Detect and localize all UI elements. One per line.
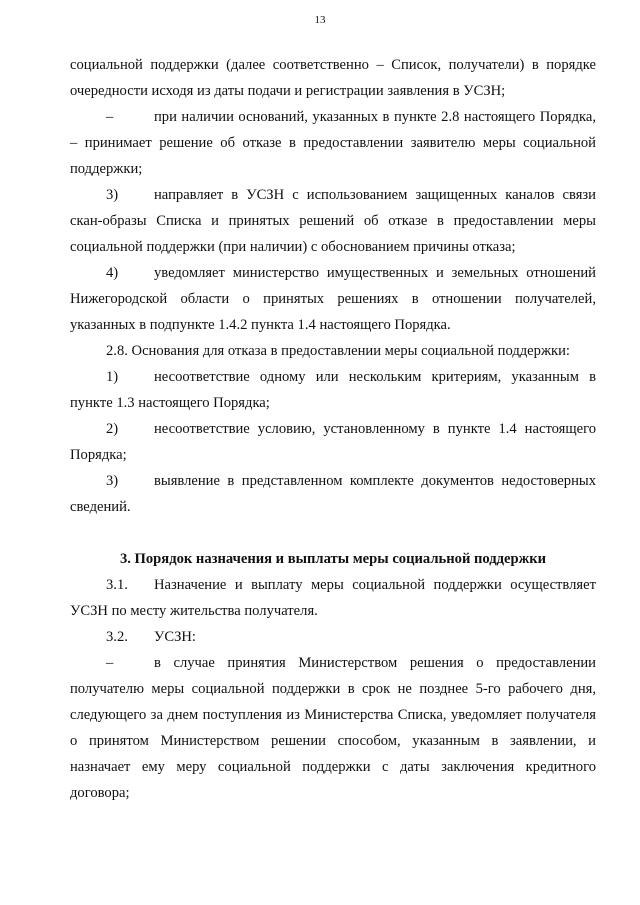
paragraph-text: 2.8. Основания для отказа в предоставлении меры социальной поддержки: — [106, 343, 570, 359]
page-number: 13 — [314, 14, 326, 26]
list-marker: 4) — [106, 265, 119, 281]
list-marker: 1) — [106, 369, 119, 385]
section-heading: 3. Порядок назначения и выплаты меры социальной поддержки — [119, 551, 547, 567]
paragraph — [70, 52, 596, 104]
paragraph — [70, 416, 596, 468]
paragraph-text: несоответствие одному или нескольким критериям, указанным в пункте 1.3 настоящего Порядка; — [70, 369, 596, 411]
paragraph — [70, 338, 596, 364]
paragraphs-before-section — [70, 52, 596, 520]
paragraph-text: в случае принятия Министерством решения о предоставлении получателю меры социальной поддержки в срок не позднее 5-го рабочего дня, следующего за днем поступления из Министерства Списка, уведомляет получателя о принятом Министерством решении способом, указанным в заявлении, и назначает ему меру социальной поддержки с даты заключения кредитного договора; — [70, 655, 596, 801]
list-marker: 3.2. — [106, 629, 128, 645]
list-marker: – — [106, 655, 114, 671]
paragraph-text: уведомляет министерство имущественных и земельных отношений Нижегородской области о принятых решениях в отношении получателей, указанных в подпункте 1.4.2 пункта 1.4 настоящего Порядка. — [70, 265, 596, 333]
paragraph-text: УСЗН: — [154, 629, 196, 645]
paragraph-text: Назначение и выплату меры социальной поддержки осуществляет УСЗН по месту жительства получателя. — [70, 577, 596, 619]
paragraph-text: при наличии оснований, указанных в пункте 2.8 настоящего Порядка, – принимает решение об отказе в предоставлении заявителю меры социальной поддержки; — [70, 109, 596, 177]
paragraph — [70, 650, 596, 806]
list-marker: 3) — [106, 187, 119, 203]
paragraph — [70, 182, 596, 260]
paragraph-text: выявление в представленном комплекте документов недостоверных сведений. — [70, 473, 596, 515]
paragraph — [70, 364, 596, 416]
paragraph-text: социальной поддержки (далее соответственно – Список, получатели) в порядке очередности исходя из даты подачи и регистрации заявления в УСЗН; — [70, 57, 596, 99]
paragraph-text: направляет в УСЗН с использованием защищенных каналов связи скан-образы Списка и принятых решений об отказе в предоставлении меры социальной поддержки (при наличии) с обоснованием причины отказа; — [70, 187, 596, 255]
paragraph-text: несоответствие условию, установленному в пункте 1.4 настоящего Порядка; — [70, 421, 596, 463]
paragraph — [70, 572, 596, 624]
document-body — [70, 52, 596, 806]
paragraph — [70, 624, 596, 650]
list-marker: 2) — [106, 421, 119, 437]
paragraph — [70, 260, 596, 338]
paragraphs-after-section — [70, 572, 596, 806]
list-marker: 3.1. — [106, 577, 128, 593]
paragraph — [70, 468, 596, 520]
list-marker: – — [106, 109, 114, 125]
paragraph — [70, 104, 596, 182]
list-marker: 3) — [106, 473, 119, 489]
